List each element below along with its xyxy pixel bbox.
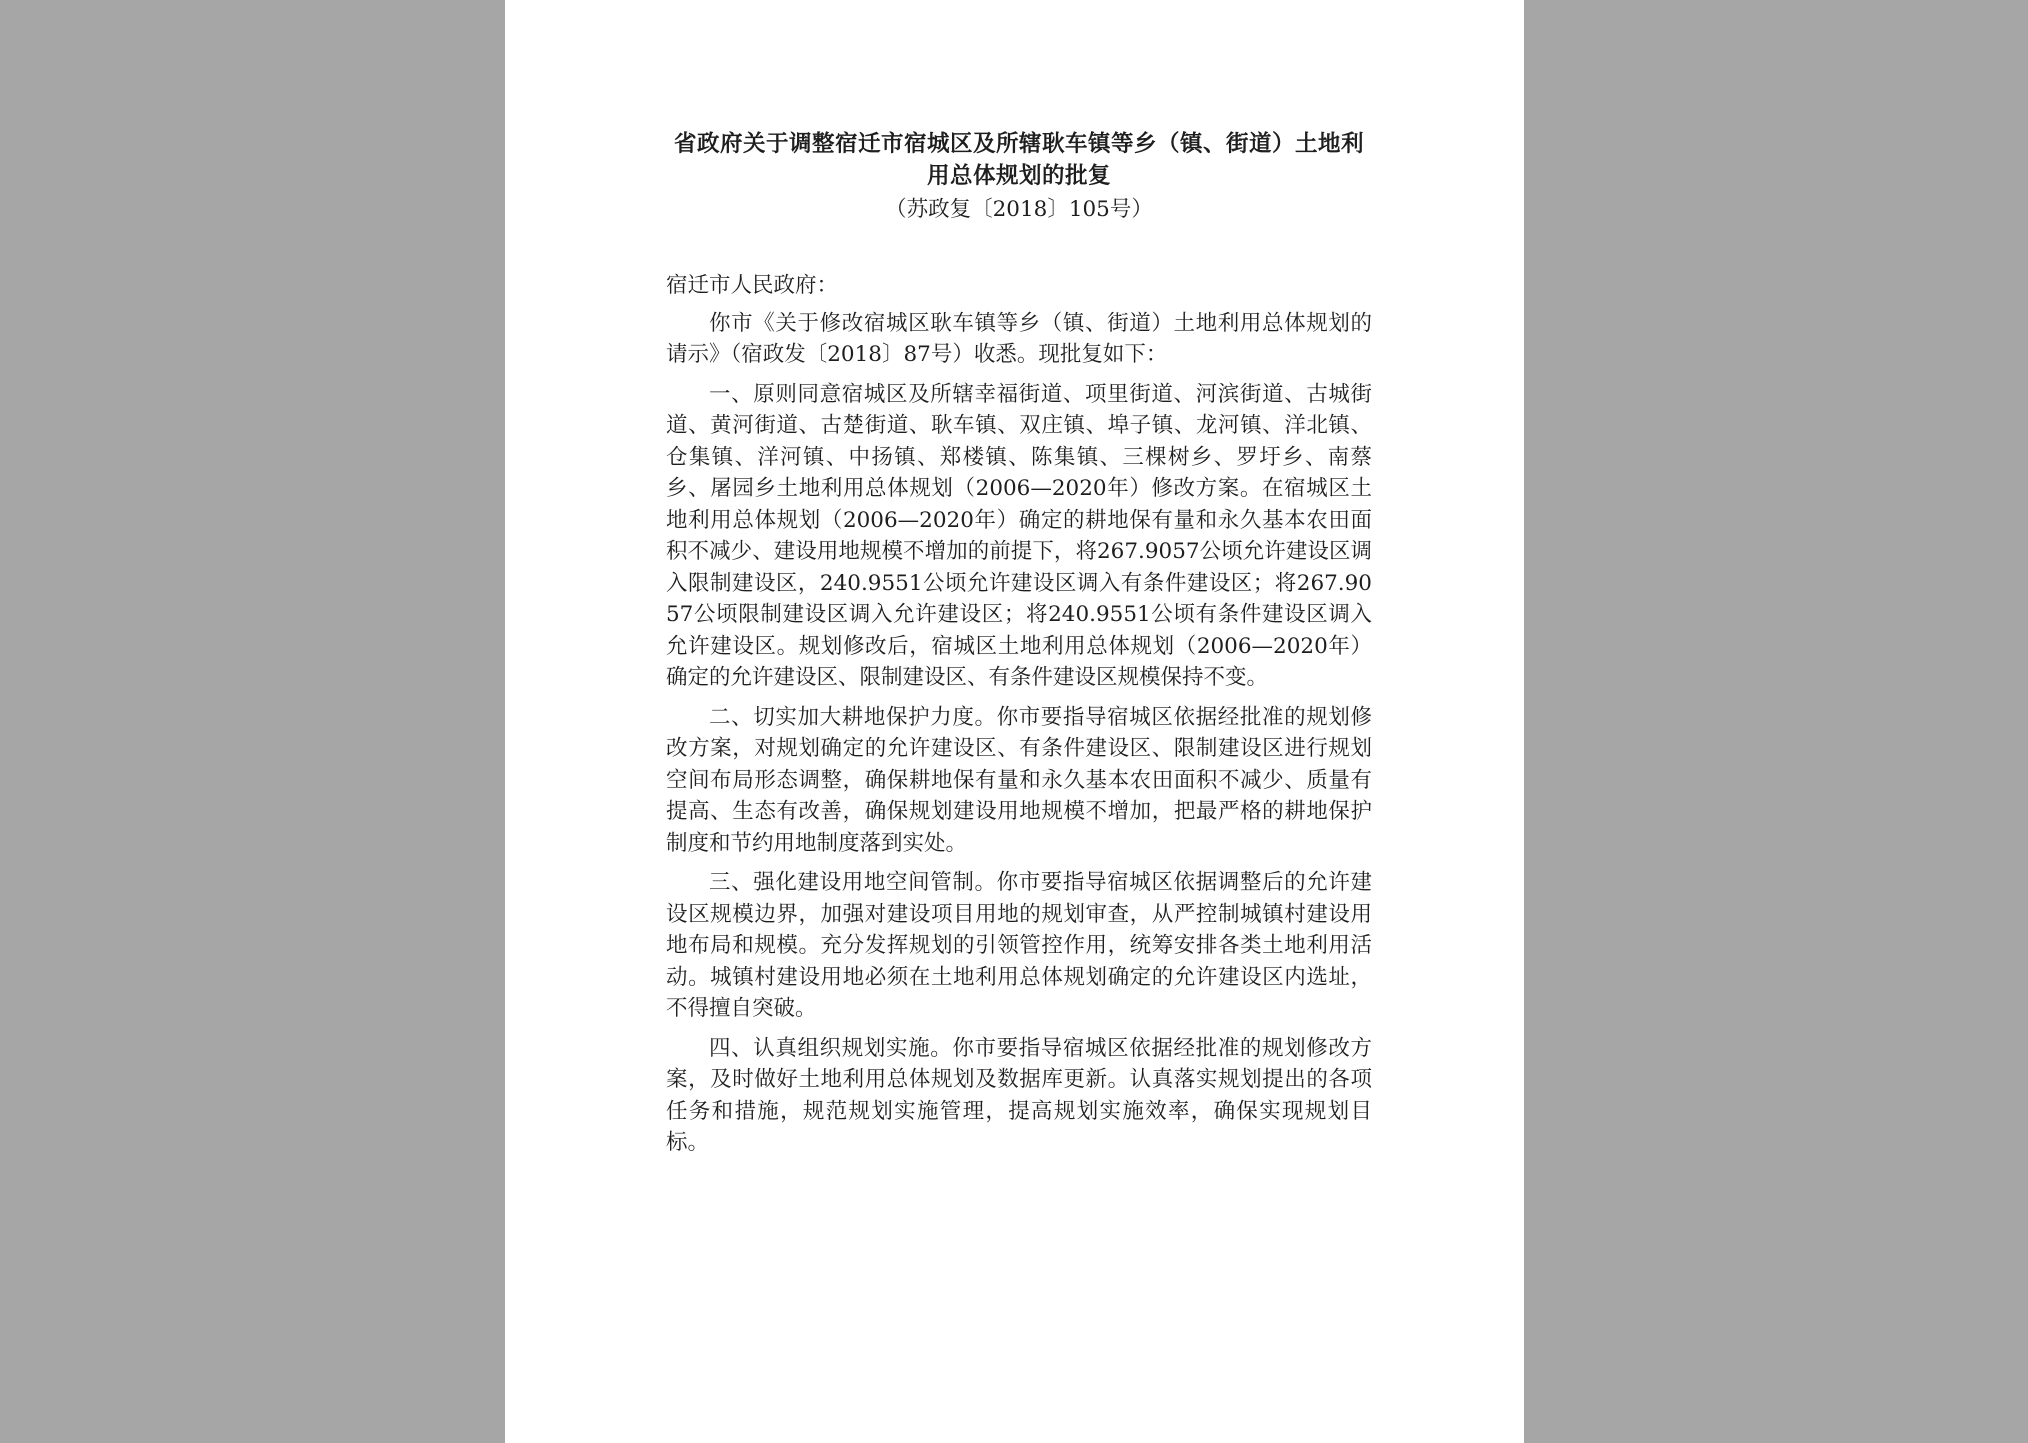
paragraph-intro: 你市《关于修改宿城区耿车镇等乡（镇、街道）土地利用总体规划的请示》（宿政发〔2018〕87号）收悉。现批复如下： xyxy=(666,310,1372,367)
paragraph-item-4: 四、认真组织规划实施。你市要指导宿城区依据经批准的规划修改方案，及时做好土地利用总体规划及数据库更新。认真落实规划提出的各项任务和措施，规范规划实施管理，提高规划实施效率，确保实现规划目标。 xyxy=(666,1035,1372,1155)
paragraph-item-3: 三、强化建设用地空间管制。你市要指导宿城区依据调整后的允许建设区规模边界，加强对建设项目用地的规划审查，从严控制城镇村建设用地布局和规模。充分发挥规划的引领管控作用，统筹安排各类土地利用活动。城镇村建设用地必须在土地利用总体规划确定的允许建设区内选址，不得擅自突破。 xyxy=(666,870,1372,1021)
paragraph-item-1: 一、原则同意宿城区及所辖幸福街道、项里街道、河滨街道、古城街道、黄河街道、古楚街道、耿车镇、双庄镇、埠子镇、龙河镇、洋北镇、仓集镇、洋河镇、中扬镇、郑楼镇、陈集镇、三棵树乡、罗圩乡、南蔡乡、屠园乡土地利用总体规划（2006—2020年）修改方案。在宿城区土地利用总体规划（2006—2020年）确定的耕地保有量和永久基本农田面积不减少、建设用地规模不增加的前提下，将267.9057公顷允许建设区调入限制建设区，240.9551公顷允许建设区调入有条件建设区；将267.9057公顷限制建设区调入允许建设区；将240.9551公顷有条件建设区调入允许建设区。规划修改后，宿城区土地利用总体规划（2006—2020年）确定的允许建设区、限制建设区、有条件建设区规模保持不变。 xyxy=(666,381,1372,690)
salutation: 宿迁市人民政府： xyxy=(666,273,839,298)
document-page xyxy=(505,0,1524,1443)
document-content xyxy=(666,128,1372,1167)
document-number: （苏政复〔2018〕105号） xyxy=(885,197,1153,222)
paragraph-item-2: 二、切实加大耕地保护力度。你市要指导宿城区依据经批准的规划修改方案，对规划确定的允许建设区、有条件建设区、限制建设区进行规划空间布局形态调整，确保耕地保有量和永久基本农田面积不减少、质量有提高、生态有改善，确保规划建设用地规模不增加，把最严格的耕地保护制度和节约用地制度落到实处。 xyxy=(666,704,1372,856)
document-title: 省政府关于调整宿迁市宿城区及所辖耿车镇等乡（镇、街道）土地利用总体规划的批复 xyxy=(673,131,1364,189)
